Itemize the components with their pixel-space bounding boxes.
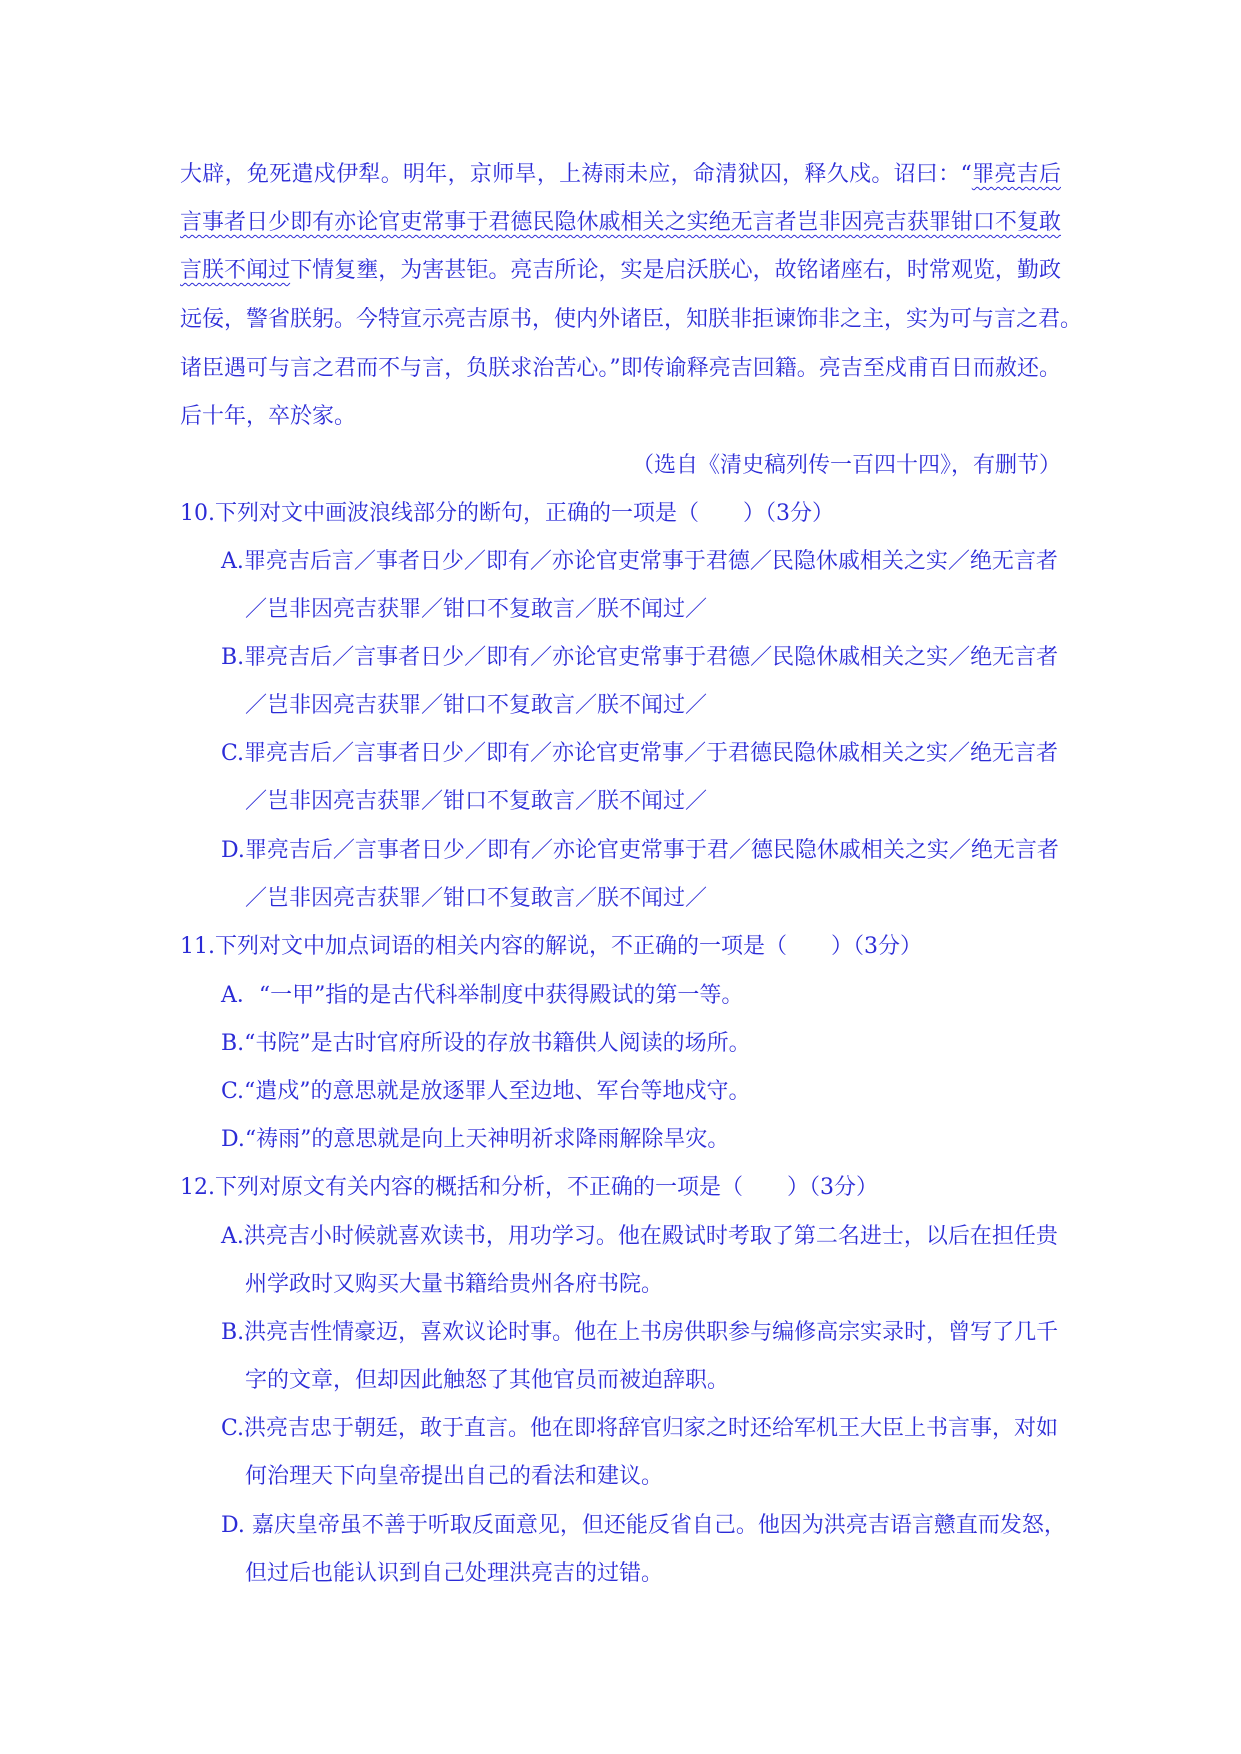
question-12-option-d-line-2: 但过后也能认识到自己处理洪亮吉的过错。 — [245, 1561, 664, 1586]
wavy-underlined-text: 言朕不闻过 — [180, 258, 291, 283]
question-10-option-b-line-1: B.罪亮吉后／言事者日少／即有／亦论官吏常事于君德／民隐休戚相关之实／绝无言者 — [221, 645, 1059, 670]
question-10-option-b-line-2: ／岂非因亮吉获罪／钳口不复敢言／朕不闻过／ — [245, 693, 708, 718]
question-11-option-b: B.“书院”是古时官府所设的存放书籍供人阅读的场所。 — [221, 1031, 751, 1056]
question-11-option-a: A．“一甲”指的是古代科举制度中获得殿试的第一等。 — [221, 983, 744, 1008]
passage-line-3 — [180, 256, 1061, 286]
passage-line-1 — [180, 160, 1061, 190]
question-12-option-c-line-2: 何治理天下向皇帝提出自己的看法和建议。 — [245, 1464, 664, 1489]
question-11-option-d: D.“祷雨”的意思就是向上天神明祈求降雨解除旱灾。 — [221, 1127, 730, 1152]
question-10-option-a-line-2: ／岂非因亮吉获罪／钳口不复敢言／朕不闻过／ — [245, 597, 708, 622]
question-10-option-c-line-1: C.罪亮吉后／言事者日少／即有／亦论官吏常事／于君德民隐休戚相关之实／绝无言者 — [221, 741, 1059, 766]
question-12-option-b-line-2: 字的文章，但却因此触怒了其他官员而被迫辞职。 — [245, 1368, 730, 1393]
passage-line-6: 后十年，卒於家。 — [180, 404, 357, 429]
question-12-option-c-line-1: C.洪亮吉忠于朝廷，敢于直言。他在即将辞官归家之时还给军机王大臣上书言事，对如 — [221, 1416, 1059, 1441]
question-10-option-c-line-2: ／岂非因亮吉获罪／钳口不复敢言／朕不闻过／ — [245, 789, 708, 814]
question-12-option-b-line-1: B.洪亮吉性情豪迈，喜欢议论时事。他在上书房供职参与编修高宗实录时，曾写了几千 — [221, 1320, 1059, 1345]
passage-line-4: 远佞，警省朕躬。今特宣示亮吉原书，使内外诸臣，知朕非拒谏饰非之主，实为可与言之君。 — [180, 307, 1083, 332]
question-12-option-d-line-1: D. 嘉庆皇帝虽不善于听取反面意见，但还能反省自己。他因为洪亮吉语言戆直而发怒， — [221, 1513, 1066, 1538]
passage-line-1-text: 大辟，免死遣戍伊犁。明年，京师旱，上祷雨未应，命清狱囚，释久戍。诏曰：“ — [180, 162, 972, 187]
passage-line-2 — [180, 208, 1061, 238]
question-10-option-d-line-1: D.罪亮吉后／言事者日少／即有／亦论官吏常事于君／德民隐休戚相关之实／绝无言者 — [221, 838, 1059, 863]
question-12-stem: 12.下列对原文有关内容的概括和分析，不正确的一项是（ ）（3分） — [180, 1175, 878, 1200]
question-10-option-a-line-1: A.罪亮吉后言／事者日少／即有／亦论官吏常事于君德／民隐休戚相关之实／绝无言者 — [221, 549, 1058, 574]
wavy-underlined-text: 罪亮吉后 — [971, 162, 1061, 187]
question-11-option-c: C.“遣戍”的意思就是放逐罪人至边地、军台等地戍守。 — [221, 1079, 751, 1104]
question-10-stem: 10.下列对文中画波浪线部分的断句，正确的一项是（ ）（3分） — [180, 501, 834, 526]
passage-line-3-text: 下情复壅，为害甚钜。亮吉所论，实是启沃朕心，故铭诸座右，时常观览，勤政 — [290, 258, 1061, 283]
passage-line-5: 诸臣遇可与言之君而不与言，负朕求治苦心。”即传谕释亮吉回籍。亮吉至戍甫百日而赦还。 — [180, 356, 1061, 381]
passage-source: （选自《清史稿列传一百四十四》，有删节） — [631, 453, 1061, 478]
question-11-stem: 11.下列对文中加点词语的相关内容的解说，不正确的一项是（ ）（3分） — [180, 934, 922, 959]
wavy-underlined-text: 言事者日少即有亦论官吏常事于君德民隐休戚相关之实绝无言者岂非因亮吉获罪钳口不复敢 — [180, 210, 1061, 235]
question-10-option-d-line-2: ／岂非因亮吉获罪／钳口不复敢言／朕不闻过／ — [245, 886, 708, 911]
question-12-option-a-line-1: A.洪亮吉小时候就喜欢读书，用功学习。他在殿试时考取了第二名进士，以后在担任贵 — [221, 1224, 1058, 1249]
question-12-option-a-line-2: 州学政时又购买大量书籍给贵州各府书院。 — [245, 1272, 664, 1297]
